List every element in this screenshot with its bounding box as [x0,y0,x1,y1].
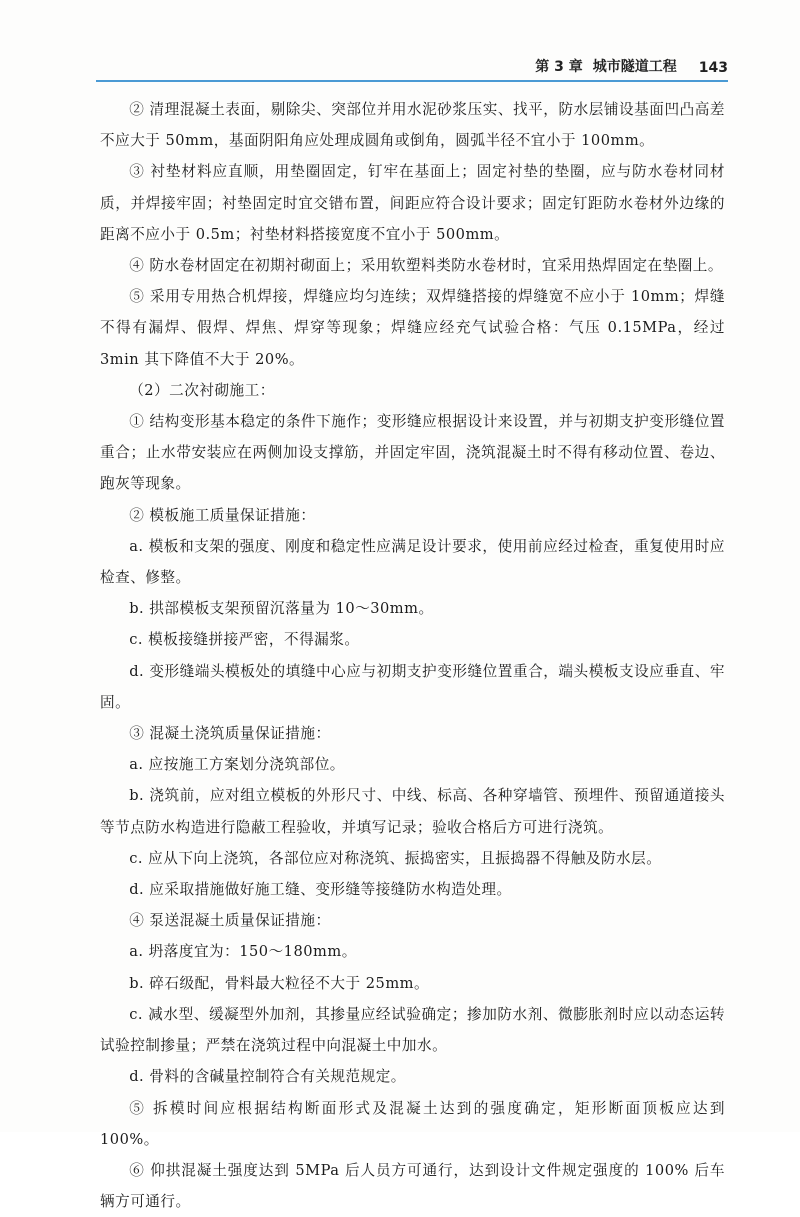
list-item: a. 应按施工方案划分浇筑部位。 [129,756,345,774]
paragraph: ⑥ 仰拱混凝土强度达到 5MPa 后人员方可通行，达到设计文件规定强度的 100% 后车辆方可通行。 [100,1161,725,1211]
paragraph: ① 结构变形基本稳定的条件下施作；变形缝应根据设计来设置，并与初期支护变形缝位置重合；止水带安装应在两侧加设支撑筋，并固定牢固，浇筑混凝土时不得有移动位置、卷边、跑灰等现象。 [100,413,725,493]
chapter-title: 城市隧道工程 [592,59,677,75]
paragraph: ⑤ 拆模时间应根据结构断面形式及混凝土达到的强度确定，矩形断面顶板应达到 100%。 [100,1099,725,1148]
body-text [100,94,725,1217]
subsection-heading: ③ 混凝土浇筑质量保证措施： [129,725,331,743]
list-item: c. 应从下向上浇筑，各部位应对称浇筑、振捣密实，且振捣器不得触及防水层。 [129,849,662,867]
list-item: d. 骨料的含碱量控制符合有关规范规定。 [129,1068,406,1086]
list-item: b. 浇筑前，应对组立模板的外形尺寸、中线、标高、各种穿墙管、预埋件、预留通道接头等节点防水构造进行隐蔽工程验收，并填写记录；验收合格后方可进行浇筑。 [100,787,725,836]
section-heading: （2）二次衬砌施工： [129,381,275,399]
subsection-heading: ② 模板施工质量保证措施： [129,506,316,524]
page-number: 143 [698,60,728,76]
paragraph: ④ 防水卷材固定在初期衬砌面上；采用软塑料类防水卷材时，宜采用热焊固定在垫圈上。 [129,257,723,275]
list-item: c. 模板接缝拼接严密，不得漏浆。 [129,631,360,649]
paragraph: ③ 衬垫材料应直顺，用垫圈固定，钉牢在基面上；固定衬垫的垫圈，应与防水卷材同材质，并焊接牢固；衬垫固定时宜交错布置，间距应符合设计要求；固定钉距防水卷材外边缘的距离不应小于 0.5m；衬垫材料搭接宽度不宜小于 500mm。 [100,163,725,243]
list-item: b. 碎石级配，骨料最大粒径不大于 25mm。 [129,974,430,992]
paragraph: ② 清理混凝土表面，剔除尖、突部位并用水泥砂浆压实、找平，防水层铺设基面凹凸高差不应大于 50mm，基面阴阳角应处理成圆角或倒角，圆弧半径不宜小于 100mm。 [100,101,725,150]
list-item: b. 拱部模板支架预留沉落量为 10～30mm。 [129,600,434,618]
list-item: a. 坍落度宜为：150～180mm。 [129,943,357,961]
list-item: a. 模板和支架的强度、刚度和稳定性应满足设计要求，使用前应经过检查，重复使用时应检查、修整。 [100,537,725,587]
running-header [96,56,728,82]
chapter-label: 第 3 章 [535,59,583,75]
list-item: d. 应采取措施做好施工缝、变形缝等接缝防水构造处理。 [129,881,512,899]
list-item: c. 减水型、缓凝型外加剂，其掺量应经试验确定；掺加防水剂、微膨胀剂时应以动态运转试验控制掺量；严禁在浇筑过程中向混凝土中加水。 [100,1005,725,1055]
subsection-heading: ④ 泵送混凝土质量保证措施： [129,912,331,930]
list-item: d. 变形缝端头模板处的填缝中心应与初期支护变形缝位置重合，端头模板支设应垂直、牢固。 [100,662,725,711]
paragraph: ⑤ 采用专用热合机焊接，焊缝应均匀连续；双焊缝搭接的焊缝宽不应小于 10mm；焊缝不得有漏焊、假焊、焊焦、焊穿等现象；焊缝应经充气试验合格：气压 0.15MPa，经过 3min 其下降值不大于 20%。 [100,288,725,368]
